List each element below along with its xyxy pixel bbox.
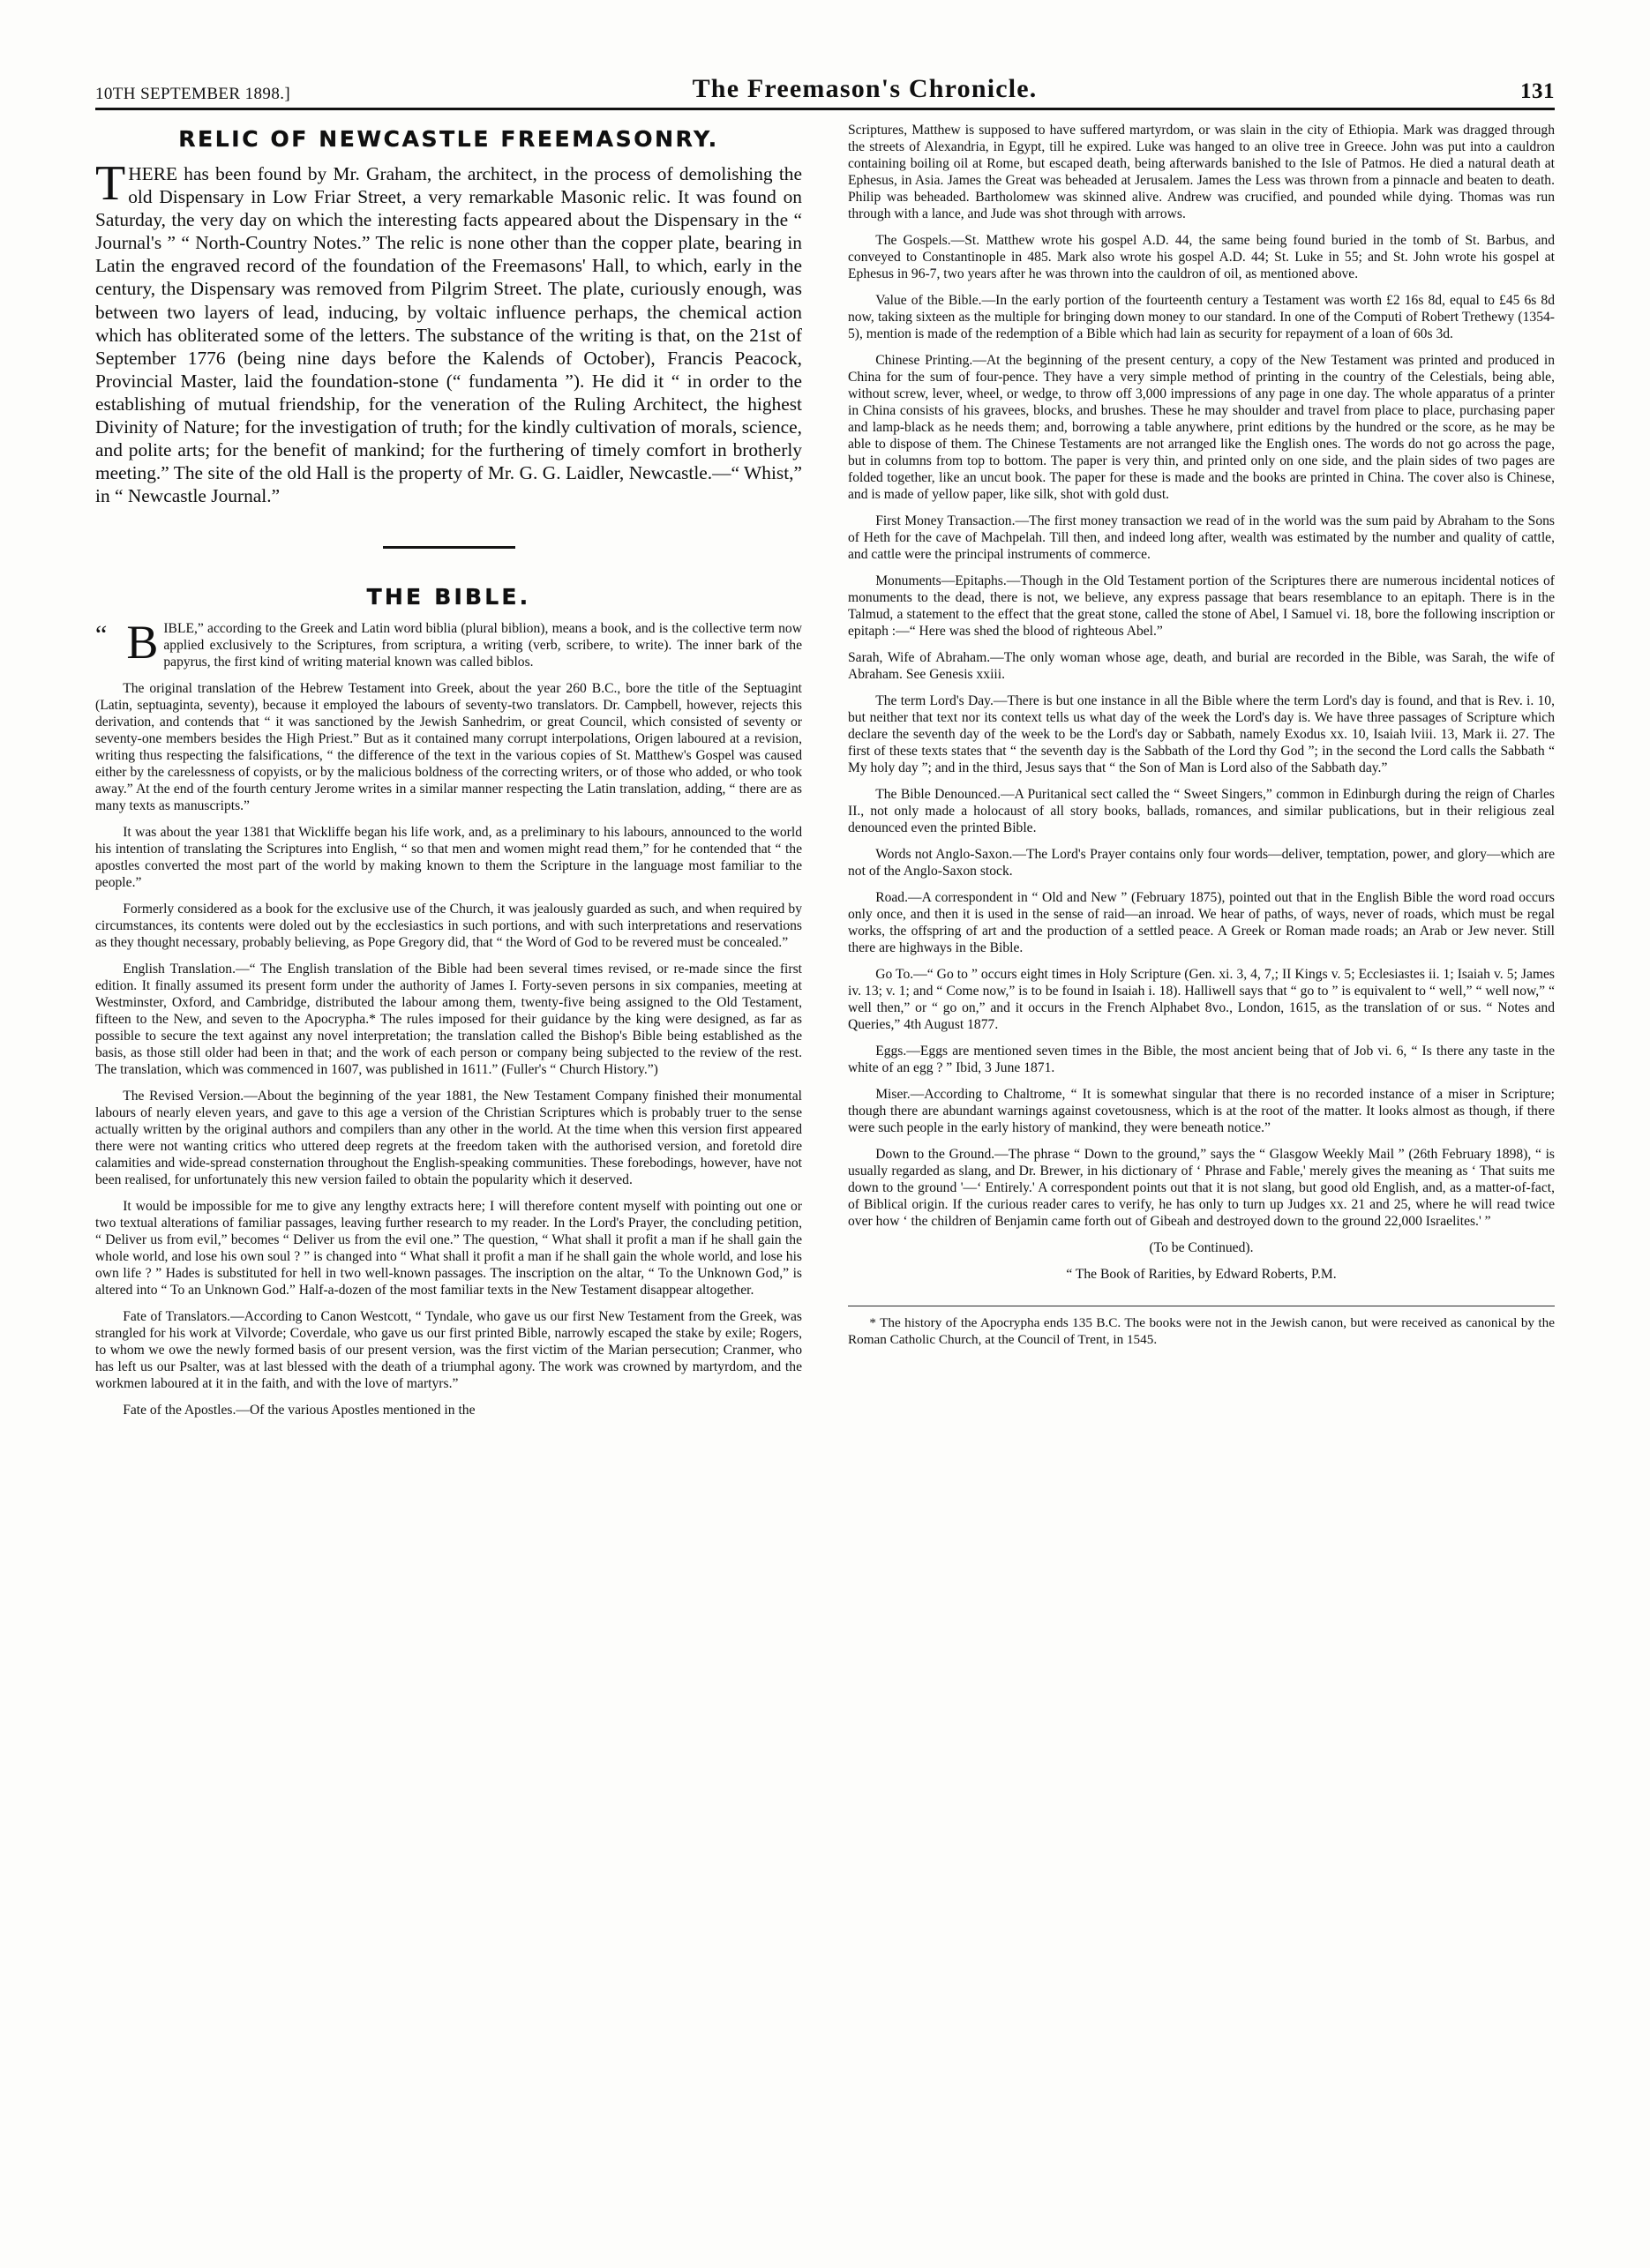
paragraph: Miser.—According to Chaltrome, “ It is somewhat singular that there is no recorded instance of a miser in Scripture; though there are abundant warnings against covetousness, which is at the root of the matter. It looks almost as though, if there were such people in the early history of mankind, they were beneath notice.” [848,1087,1555,1135]
drop-cap-letter: T [95,156,126,211]
paragraph: Go To.—“ Go to ” occurs eight times in Holy Scripture (Gen. xi. 3, 4, 7,; II Kings v. 5; Ecclesiastes ii. 1; Isaiah v. 5; James iv. 13; v. 1; and “ Come now,” is to be found in Isaiah i. 18). Halliwell says that “ go to ” is equivalent to “ well,” “ well now,” “ well then,” or “ go on,” and it occurs in the French Alphabet 8vo., London, 1615, as the translation of or sus. “ Notes and Queries,” 4th August 1877. [848,967,1555,1032]
masthead-divider [95,108,1555,110]
section-divider [383,546,515,549]
paragraph: The original translation of the Hebrew Testament into Greek, about the year 260 B.C., bore the title of the Septuagint (Latin, septuaginta, seventy), because it employed the labours of seventy-two translators. Dr. Campbell, however, rejects this derivation, and contends that “ it was sanctioned by the Jewish Sanhedrim, or great Council, which consisted of seventy or seventy-one members besides the High Priest.” But as it contained many corrupt interpolations, Origen laboured at a revision, writing thus respecting the falsifications, “ the difference of the text in the various copies of St. Matthew's Gospel was caused either by the carelessness of copyists, or by the malicious boldness of the correcting writers, or of those who added, or who took away.” At the end of the fourth century Jerome writes in a similar manner respecting the Latin translation, adding, “ there are as many texts as manuscripts.” [95,681,802,814]
article-relic-body [95,156,802,507]
paragraph: Fate of Translators.—According to Canon Westcott, “ Tyndale, who gave us our first New Testament from the Greek, was strangled for his work at Vilvorde; Coverdale, who gave us our first printed Bible, narrowly escaped the stake by exile; Rogers, to whom we owe the newly formed basis of our present version, was the first victim of the Marian persecution; Cranmer, who has left us our Psalter, was at last blessed with the death of a triumphal agony. The work was crowned by martyrdom, and the workmen laboured at it in the faith, and with the love of martyrs.” [95,1309,802,1392]
right-column [848,122,1555,2239]
paragraph: Road.—A correspondent in “ Old and New ” (February 1875), pointed out that in the English Bible the word road occurs only once, and then it is used in the sense of raid—an inroad. We hear of paths, of ways, never of roads, which must be regal works, the offspring of art and the production of a settled peace. A Greek or Roman made roads; an Arab or Jew never. Still there are highways in the Bible. [848,890,1555,955]
left-column [95,122,802,2239]
paragraph-text: HERE has been found by Mr. Graham, the architect, in the process of demolishing the old Dispensary in Low Friar Street, a very remarkable Masonic relic. It was found on Saturday, the very day on which the interesting facts appeared about the Dispensary in the “ Journal's ” “ North-Country Notes.” The relic is none other than the copper plate, bearing in Latin the engraved record of the foundation of the Freemasons' Hall, to which, early in the century, the Dispensary was removed from Pilgrim Street. The plate, curiously enough, was between two layers of lead, inducing, by voltaic influence perhaps, the chemical action which has obliterated some of the letters. The substance of the writing is that, on the 21st of September 1776 (being nine days before the Kalends of October), Francis Peacock, Provincial Master, laid the foundation-stone (“ fundamenta ”). He did it “ in order to the establishing of mutual friendship, for the veneration of the Ruling Architect, the highest Divinity of Nature; for the investigation of truth; for the kindly cultivation of morals, science, and polite arts; for the benefit of mankind; for the furthering of timely comfort in brotherly meeting.” The site of the old Hall is the property of Mr. G. G. Laidler, Newcastle.—“ Whist,” in “ Newcastle Journal.” [95,163,802,507]
paragraph: Eggs.—Eggs are mentioned seven times in the Bible, the most ancient being that of Job vi. 6, “ Is there any taste in the white of an egg ? ” Ibid, 3 June 1871. [848,1044,1555,1075]
article-heading-bible: THE BIBLE. [366,584,531,610]
page-number: 131 [1520,79,1555,103]
publication-title: The Freemason's Chronicle. [692,74,1038,103]
opening-quotation-mark: “ [95,620,108,650]
paragraph: Formerly considered as a book for the exclusive use of the Church, it was jealously guarded as such, and when required by circumstances, its contents were doled out by the ecclesiastics in such portions, and with such interpretations and reservations as they thought necessary, probably believing, as Pope Gregory did, that “ the Word of God to be revered must be concealed.” [95,902,802,951]
column-layout [95,122,1555,2239]
paragraph [95,156,802,507]
issue-date: 10TH SEPTEMBER 1898.] [95,85,291,103]
paragraph: It would be impossible for me to give any lengthy extracts here; I will therefore content myself with pointing out one or two textual alterations of familiar passages, leaving further research to my reader. In the Lord's Prayer, the concluding petition, “ Deliver us from evil,” becomes “ Deliver us from the evil one.” The question, “ What shall it profit a man if he shall gain the whole world, and lose his own soul ? ” is changed into “ What shall it profit a man if he shall gain the whole world, and lose his own life ? ” Hades is substituted for hell in two well-known passages. The inscription on the altar, “ To the Unknown God,” is altered into “ To an Unknown God.” Half-a-dozen of the most familiar texts in the New Testament disappear altogether. [95,1199,802,1299]
paragraph: The Bible Denounced.—A Puritanical sect called the “ Sweet Singers,” common in Edinburgh during the reign of Charles II., not only made a holocaust of all story books, ballads, romances, and similar publications, but in their religious zeal denounced even the printed Bible. [848,787,1555,835]
paragraph: It was about the year 1381 that Wickliffe began his life work, and, as a preliminary to his labours, announced to the world his intention of translating the Scriptures into English, “ so that men and women might read them,” for he contended that “ the apostles converted the most part of the world by making known to them the Scripture in the language most familiar to the people.” [95,825,802,891]
running-head [95,69,1555,104]
article-bible-continued [848,122,1555,1283]
paragraph: The term Lord's Day.—There is but one instance in all the Bible where the term Lord's day is found, and that is Rev. i. 10, but neither that text nor its context tells us what day of the week the Lord's day is. We have three passages of Scripture which declare the seventh day of the week to be the Lord's day or Sabbath, namely Exodus xx. 10, Isaiah lviii. 13, Mark ii. 27. The first of these texts states that “ the seventh day is the Sabbath of the Lord thy God ”; in the second the Lord calls the Sabbath “ My holy day ”; and in the third, Jesus says that “ the Son of Man is Lord also of the Sabbath day.” [848,693,1555,775]
paragraph-text: IBLE,” according to the Greek and Latin word biblia (plural biblion), means a book, and is the collective term now applied exclusively to the Scriptures, from scriptura, a writing (verb, scribere, to write). The inner bark of the papyrus, the first kind of writing material known was called biblos. [163,621,802,670]
paragraph: Sarah, Wife of Abraham.—The only woman whose age, death, and burial are recorded in the Bible, was Sarah, the wife of Abraham. See Genesis xxiii. [848,650,1555,682]
paragraph: Down to the Ground.—The phrase “ Down to the ground,” says the “ Glasgow Weekly Mail ” (26th February 1898), “ is usually regarded as slang, and Dr. Brewer, in his dictionary of ‘ Phrase and Fable,' merely gives the meaning as ‘ That suits me down to the ground '—‘ Entirely.' A correspondent points out that it is not slang, but good old English, and, as a matter-of-fact, of Biblical origin. If the curious reader cares to verify, he has only to turn up Judges xx. 21 and 25, where he will read twice over how ‘ the children of Benjamin came forth out of Gibeah and destroyed down to the ground 22,000 Israelites.' ” [848,1147,1555,1229]
drop-cap-letter: B [126,616,159,670]
paragraph: The Revised Version.—About the beginning of the year 1881, the New Testament Company finished their monumental labours of nearly eleven years, and gave to this age a version of the Christian Scriptures which is probably truer to the sense actually written by the original authors and compilers than any other in the world. At the time when this version first appeared there were not wanting critics who uttered deep regrets at the freedom taken with the authorised version, and foretold dire calamities and wide-spread consternation throughout the English-speaking communities. These forebodings, however, have not been realised, for unfortunately this new version failed to obtain the popularity which it deserved. [95,1089,802,1188]
article-heading-relic: RELIC OF NEWCASTLE FREEMASONRY. [178,126,719,152]
paragraph: First Money Transaction.—The first money transaction we read of in the world was the sum paid by Abraham to the Sons of Heth for the cave of Machpelah. Till then, and indeed long after, wealth was estimated by the number and quality of cattle, and cattle were the principal instruments of commerce. [848,513,1555,562]
source-credit: “ The Book of Rarities, by Edward Roberts, P.M. [1066,1267,1337,1282]
paragraph: The Gospels.—St. Matthew wrote his gospel A.D. 44, the same being found buried in the tomb of St. Barbus, and conveyed to Constantinople in 485. Mark also wrote his gospel A.D. 44; St. Luke in 55; and St. John wrote his gospel at Ephesus in 96-7, two years after he was thrown into the cauldron of oil, as mentioned above. [848,233,1555,281]
footnote-block [848,1315,1555,1348]
paragraph: Words not Anglo-Saxon.—The Lord's Prayer contains only four words—deliver, temptation, power, and glory—which are not of the Anglo-Saxon stock. [848,847,1555,879]
footnote-text: * The history of the Apocrypha ends 135 B.C. The books were not in the Jewish canon, but were received as canonical by the Roman Catholic Church, at the Council of Trent, in 1545. [848,1315,1555,1347]
paragraph: Chinese Printing.—At the beginning of the present century, a copy of the New Testament was printed and produced in China for the sum of four-pence. They have a very simple method of printing in the country of the Celestials, being able, without screw, lever, wheel, or wedge, to throw off 3,000 impressions of any page in one day. The whole apparatus of a printer in China consists of his gravees, blocks, and brushes. These he may shoulder and travel from place to place, purchasing paper and lamp-black as he needs them; and, borrowing a table anywhere, print editions by the hundred or the score, as he may be able to dispose of them. The Chinese Testaments are not arranged like the English ones. The words do not go across the page, but in columns from top to bottom. The paper is very thin, and printed only on one side, and the plain sides of two pages are folded together, like an uncut book. The paper for these is made and the books are printed in China. The cover also is Chinese, and is made of yellow paper, like silk, shot with gold dust. [848,353,1555,502]
paragraph: Fate of the Apostles.—Of the various Apostles mentioned in the [123,1403,476,1418]
paragraph: Scriptures, Matthew is supposed to have suffered martyrdom, or was slain in the city of Ethiopia. Mark was dragged through the streets of Alexandria, in Egypt, till he expired. Luke was hanged to an olive tree in Greece. John was put into a cauldron containing boiling oil at Rome, but escaped death, being afterwards banished to the Isle of Patmos. He died a natural death at Ephesus, in Asia. James the Great was beheaded at Jerusalem. James the Less was thrown from a pinnacle and beaten to death. Philip was beheaded. Bartholomew was skinned alive. Andrew was crucified, and pounded while dying. Thomas was run through with a lance, and Jude was shot through with arrows. [848,123,1555,221]
paragraph: Value of the Bible.—In the early portion of the fourteenth century a Testament was worth £2 16s 8d, equal to £45 6s 8d now, taking sixteen as the multiple for bringing down money to our standard. In one of the Computi of Robert Trethewy (1354-5), mention is made of the redemption of a Bible which had lain as security for repayment of a loan of 60s 3d. [848,293,1555,341]
article-bible-body [95,616,802,1418]
to-be-continued-note: (To be Continued). [1149,1240,1254,1255]
paragraph: English Translation.—“ The English translation of the Bible had been several times revised, or re-made since the first edition. It finally assumed its present form under the authority of James I. Forty-seven persons in six companies, meeting at Westminster, Oxford, and Cambridge, distributed the labour among them, twenty-five being assigned to the Old Testament, fifteen to the New, and seven to the Apocrypha.* The rules imposed for their guidance by the king were designed, as far as possible to secure the text against any novel interpretation; the translation called the Bishop's Bible being established as the basis, as those still older had been in that; and the work of each person or company being subjected to the review of the rest. The translation, which was commenced in 1607, was published in 1611.” (Fuller's “ Church History.”) [95,962,802,1078]
paragraph: Monuments—Epitaphs.—Though in the Old Testament portion of the Scriptures there are numerous incidental notices of monuments to the dead, there is not, we believe, any express passage that bears resemblance to an epitaph. There is in the Talmud, a statement to the effect that the great stone, called the stone of Abel, I Samuel vi. 18, bore the following inscription or epitaph :—“ Here was shed the blood of righteous Abel.” [848,573,1555,639]
paragraph [95,616,802,670]
